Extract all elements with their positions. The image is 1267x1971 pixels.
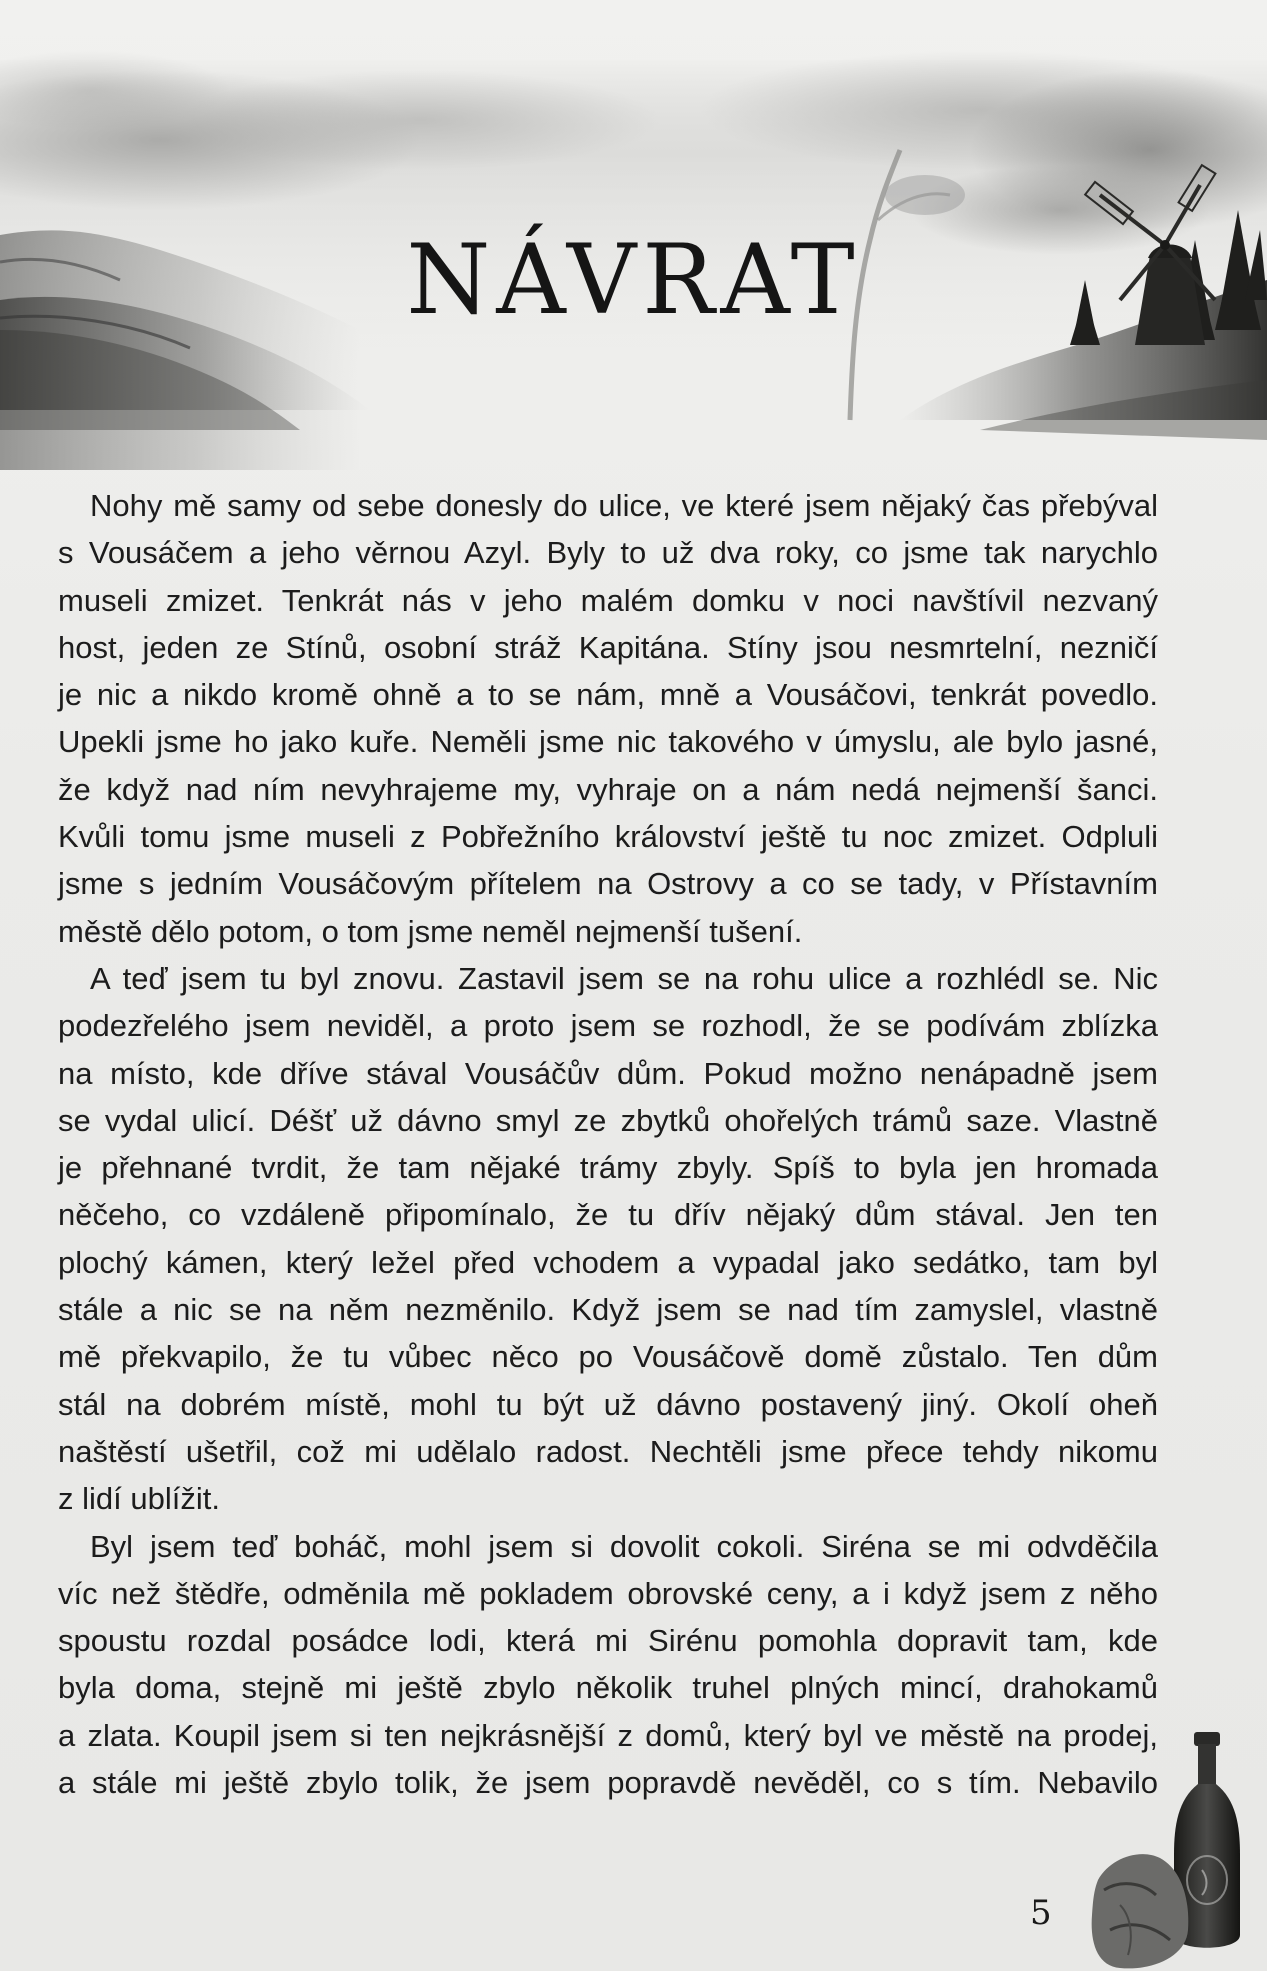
text-line: naštěstí ušetřil, což mi udělalo radost. Nechtěli jsme přece tehdy nikomu [58,1433,1158,1469]
stone-icon [1092,1854,1189,1968]
text-line: se vydal ulicí. Déšť už dávno smyl ze zbytků ohořelých trámů saze. Vlastně [58,1102,1158,1138]
text-line: je přehnané tvrdit, že tam nějaké trámy zbyly. Spíš to byla jen hromada [58,1150,1158,1186]
text-line: je nic a nikdo kromě ohně a to se nám, mně a Vousáčovi, tenkrát povedlo. [58,677,1158,713]
text-line: jsme s jedním Vousáčovým přítelem na Ostrovy a co se tady, v Přístavním [58,866,1158,902]
text-line: s Vousáčem a jeho věrnou Azyl. Byly to už dva roky, co jsme tak narychlo [58,535,1158,571]
chapter-title: NÁVRAT [406,224,861,336]
text-line: podezřelého jsem neviděl, a proto jsem se rozhodl, že se podívám zblízka [58,1008,1158,1044]
text-line: plochý kámen, který ležel před vchodem a vypadal jako sedátko, tam byl [58,1244,1158,1280]
text-line: a zlata. Koupil jsem si ten nejkrásnější z domů, který byl ve městě na prodej, [58,1717,1158,1753]
text-line: spoustu rozdal posádce lodi, která mi Sirénu pomohla dopravit tam, kde [58,1623,1158,1659]
text-line: z lidí ublížit. [58,1481,220,1517]
text-line: Byl jsem teď boháč, mohl jsem si dovolit cokoli. Siréna se mi odvděčila [90,1528,1158,1564]
text-line: Kvůli tomu jsme museli z Pobřežního království ještě tu noc zmizet. Odpluli [58,819,1158,855]
text-line: host, jeden ze Stínů, osobní stráž Kapitána. Stíny jsou nesmrtelní, nezničí [58,629,1158,665]
text-line: Nohy mě samy od sebe donesly do ulice, ve které jsem nějaký čas přebýval [90,488,1158,523]
page-number: 5 [1030,1893,1052,1933]
text-line: museli zmizet. Tenkrát nás v jeho malém domku v noci navštívil nezvaný [58,582,1158,618]
text-line: byla doma, stejně mi ještě zbylo několik truhel plných mincí, drahokamů [58,1670,1158,1706]
text-line: Upekli jsme ho jako kuře. Neměli jsme nic takového v úmyslu, ale bylo jasné, [58,724,1158,760]
text-line: a stále mi ještě zbylo tolik, že jsem popravdě nevěděl, co s tím. Nebavilo [58,1765,1158,1801]
body-text [58,482,1158,1806]
text-line: mě překvapilo, že tu vůbec něco po Vousáčově domě zůstalo. Ten dům [58,1339,1158,1375]
text-line: stále a nic se na něm nezměnilo. Když jsem se nad tím zamyslel, vlastně [58,1292,1158,1328]
text-line: na místo, kde dříve stával Vousáčův dům. Pokud možno nenápadně jsem [58,1055,1158,1091]
bottle-and-stone-illustration [1090,1730,1267,1971]
text-line: že když nad ním nevyhrajeme my, vyhraje on a nám nedá nejmenší šanci. [58,771,1158,807]
text-line: městě dělo potom, o tom jsme neměl nejmenší tušení. [58,913,803,949]
text-line: A teď jsem tu byl znovu. Zastavil jsem se na rohu ulice a rozhlédl se. Nic [90,960,1158,996]
text-line: víc než štědře, odměnila mě pokladem obrovské ceny, a i když jsem z něho [58,1575,1158,1611]
text-line: stál na dobrém místě, mohl tu být už dávno postavený jiný. Okolí oheň [58,1386,1158,1422]
text-line: něčeho, co vzdáleně připomínalo, že tu dřív nějaký dům stával. Jen ten [58,1197,1158,1233]
